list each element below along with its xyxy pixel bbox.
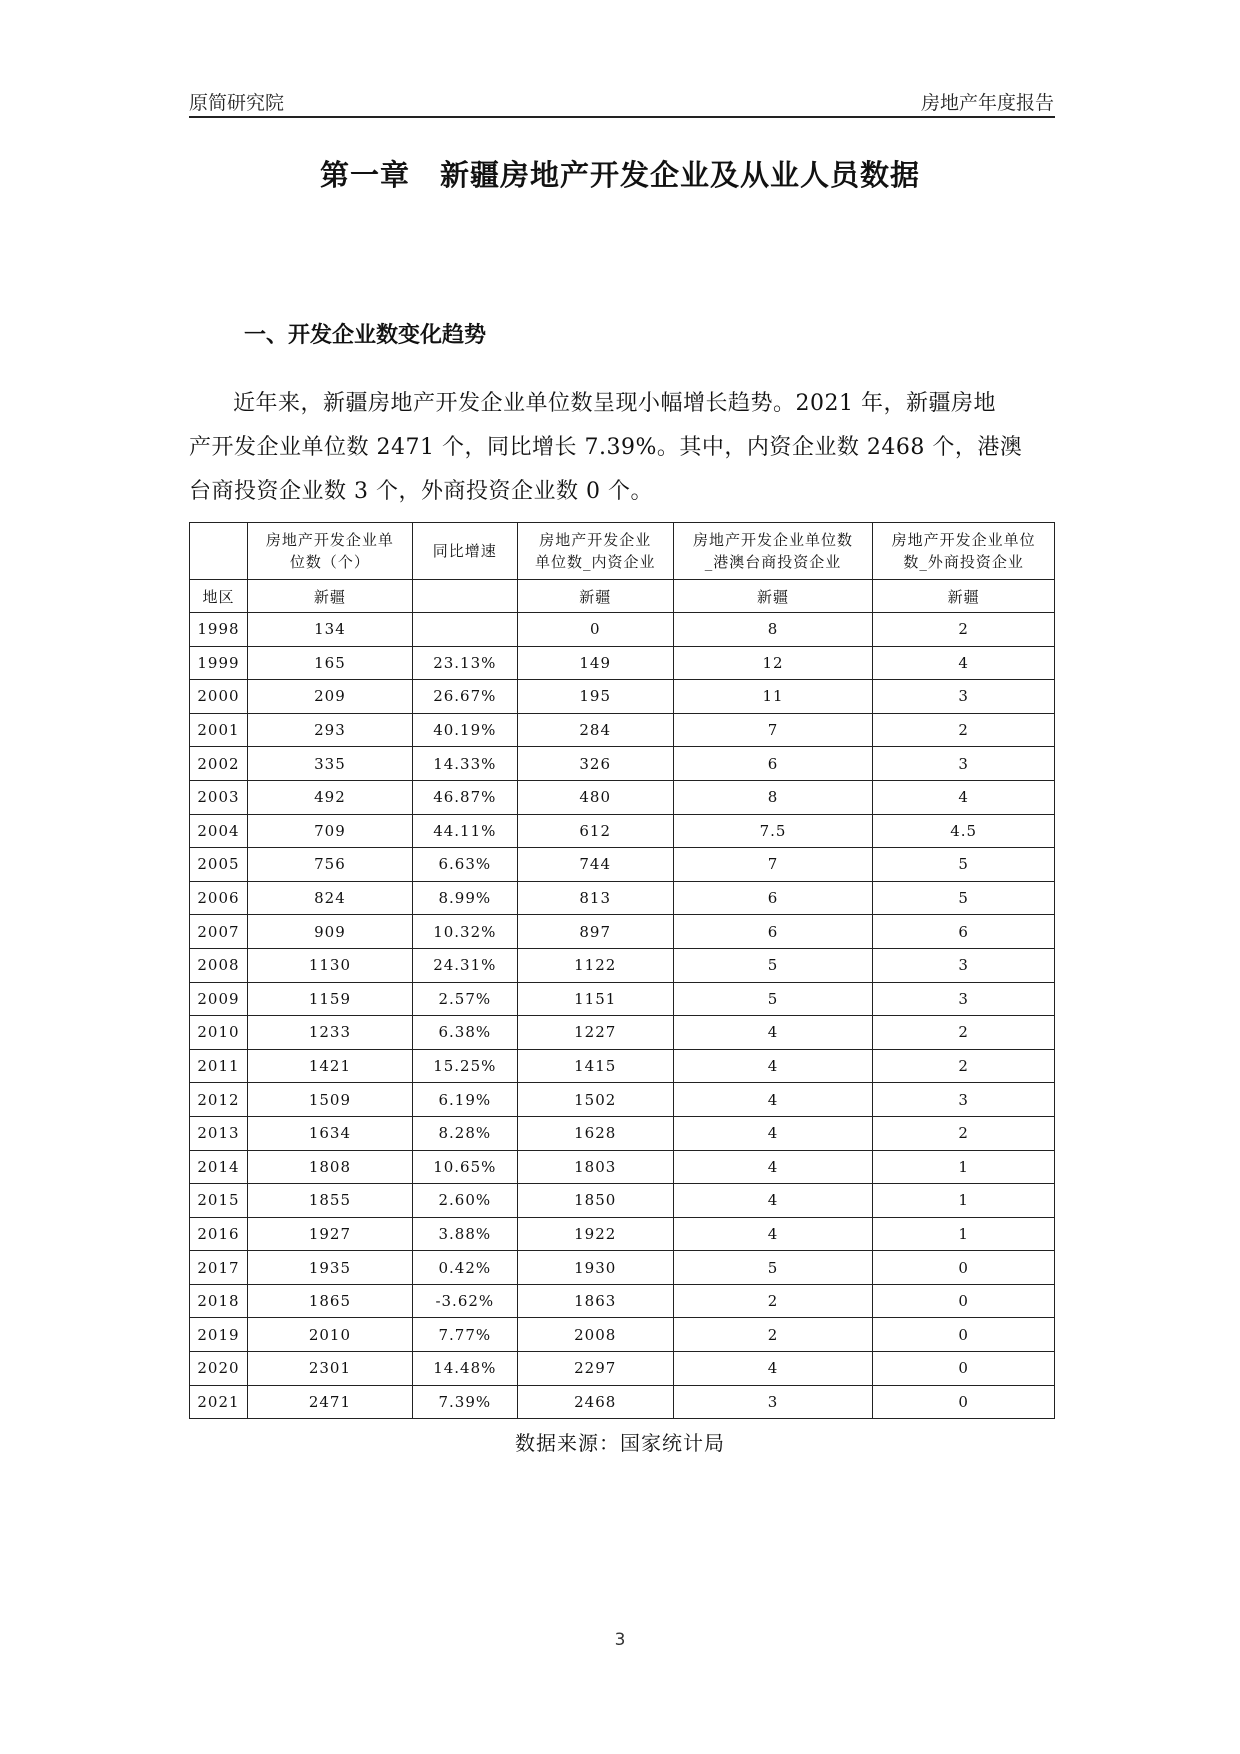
table-cell: 7.77% [412,1318,517,1352]
table-cell: 1850 [517,1184,673,1218]
table-row [190,982,1055,1016]
table-row [190,948,1055,982]
table-cell: 2021 [190,1385,248,1419]
table-row [190,1083,1055,1117]
table-cell: 7.5 [673,814,873,848]
table-cell: 4 [673,1083,873,1117]
table-row [190,1217,1055,1251]
column-header [412,523,517,580]
table-cell: 4 [673,1150,873,1184]
table-cell: 6.63% [412,848,517,882]
column-header [190,523,248,580]
table-cell: 23.13% [412,646,517,680]
region-cell: 地区 [190,580,248,613]
table-cell: 5 [673,982,873,1016]
table-row [190,613,1055,647]
table-row [190,915,1055,949]
table-cell: 909 [247,915,412,949]
table-cell: 2008 [517,1318,673,1352]
table-cell: 2301 [247,1352,412,1386]
table-cell: 2008 [190,948,248,982]
column-header-line: 位数（个） [289,553,370,571]
table-cell: 897 [517,915,673,949]
page-number: 3 [614,1630,626,1650]
header-org-name: 原简研究院 [189,92,285,114]
region-cell: 新疆 [873,580,1055,613]
table-cell: 4 [673,1049,873,1083]
table-cell: 3.88% [412,1217,517,1251]
column-header-line: 单位数_内资企业 [534,553,656,571]
table-cell: 2002 [190,747,248,781]
table-cell: 8.28% [412,1116,517,1150]
table-cell: 0 [873,1385,1055,1419]
table-row [190,881,1055,915]
table-cell: -3.62% [412,1284,517,1318]
table-cell: 1151 [517,982,673,1016]
table-row [190,1318,1055,1352]
column-header-line: 房地产开发企业单 [265,531,394,549]
table-cell: 1935 [247,1251,412,1285]
table-row [190,1352,1055,1386]
table-cell: 2 [873,1049,1055,1083]
table-cell: 612 [517,814,673,848]
table-cell: 5 [873,881,1055,915]
table-cell: 8 [673,780,873,814]
table-cell [412,613,517,647]
table-cell: 3 [873,680,1055,714]
region-cell [412,580,517,613]
table-cell: 1159 [247,982,412,1016]
table-cell: 12 [673,646,873,680]
table-cell: 2 [673,1318,873,1352]
table-row [190,1284,1055,1318]
table-row [190,747,1055,781]
table-cell: 5 [873,848,1055,882]
table-cell: 2001 [190,713,248,747]
table-cell: 14.48% [412,1352,517,1386]
table-cell: 6 [673,747,873,781]
table-row [190,1184,1055,1218]
table-cell: 7 [673,713,873,747]
table-row [190,1116,1055,1150]
table-cell: 2 [673,1284,873,1318]
table-cell: 1 [873,1184,1055,1218]
table-row [190,713,1055,747]
table-row [190,780,1055,814]
table-cell: 149 [517,646,673,680]
table-cell: 1855 [247,1184,412,1218]
table-row [190,1385,1055,1419]
table-cell: 209 [247,680,412,714]
table-cell: 2006 [190,881,248,915]
region-cell: 新疆 [247,580,412,613]
table-cell: 709 [247,814,412,848]
table-cell: 1634 [247,1116,412,1150]
table-cell: 4 [673,1116,873,1150]
table-cell: 6.19% [412,1083,517,1117]
table-cell: 0 [873,1352,1055,1386]
table-cell: 2013 [190,1116,248,1150]
table-cell: 2016 [190,1217,248,1251]
table-header [190,523,1055,613]
table-cell: 5 [673,1251,873,1285]
table-cell: 480 [517,780,673,814]
table-cell: 1808 [247,1150,412,1184]
table-cell: 2.57% [412,982,517,1016]
table-cell: 4 [673,1184,873,1218]
column-header-line: 数_外商投资企业 [903,553,1024,571]
table-cell: 3 [873,948,1055,982]
table-cell: 3 [873,1083,1055,1117]
table-cell: 10.32% [412,915,517,949]
table-cell: 4 [673,1217,873,1251]
table-cell: 2 [873,1016,1055,1050]
column-header [673,523,873,580]
table-cell: 165 [247,646,412,680]
table-cell: 1421 [247,1049,412,1083]
table-row [190,1150,1055,1184]
table-body [190,613,1055,1419]
header-divider [189,116,1055,118]
table-cell: 1930 [517,1251,673,1285]
table-cell: 7.39% [412,1385,517,1419]
table-cell: 2003 [190,780,248,814]
table-cell: 326 [517,747,673,781]
chapter-heading [0,153,1240,194]
column-header-line: 房地产开发企业 [539,531,652,549]
table-cell: 2012 [190,1083,248,1117]
region-cell: 新疆 [517,580,673,613]
table-cell: 2010 [190,1016,248,1050]
table-cell: 8.99% [412,881,517,915]
column-header [517,523,673,580]
body-paragraph [189,382,1055,514]
table-cell: 1122 [517,948,673,982]
chapter-title: 新疆房地产开发企业及从业人员数据 [440,158,921,192]
table-cell: 1502 [517,1083,673,1117]
table-row [190,680,1055,714]
table-cell: 284 [517,713,673,747]
table-cell: 6 [873,915,1055,949]
table-cell: 2017 [190,1251,248,1285]
table-cell: 14.33% [412,747,517,781]
table-cell: 134 [247,613,412,647]
table-cell: 1922 [517,1217,673,1251]
table-cell: 1628 [517,1116,673,1150]
table-row [190,814,1055,848]
column-header-line: 房地产开发企业单位数 [692,531,853,549]
table-cell: 824 [247,881,412,915]
table-cell: 2004 [190,814,248,848]
table-cell: 0.42% [412,1251,517,1285]
paragraph-line: 近年来，新疆房地产开发企业单位数呈现小幅增长趋势。2021 年，新疆房地 [233,391,996,416]
chapter-number: 第一章 [319,158,410,192]
table-cell: 44.11% [412,814,517,848]
region-row [190,580,1055,613]
table-cell: 2468 [517,1385,673,1419]
table-cell: 813 [517,881,673,915]
table-cell: 2019 [190,1318,248,1352]
table-cell: 1233 [247,1016,412,1050]
table-cell: 1803 [517,1150,673,1184]
paragraph-line: 台商投资企业数 3 个，外商投资企业数 0 个。 [189,479,653,504]
table-cell: 15.25% [412,1049,517,1083]
table-cell: 1927 [247,1217,412,1251]
table-cell: 0 [517,613,673,647]
table-cell: 4 [673,1016,873,1050]
table-cell: 2010 [247,1318,412,1352]
table-cell: 2 [873,713,1055,747]
table-cell: 2009 [190,982,248,1016]
table-cell: 3 [873,747,1055,781]
table-cell: 6 [673,915,873,949]
table-cell: 4.5 [873,814,1055,848]
table-cell: 1 [873,1150,1055,1184]
table-cell: 1509 [247,1083,412,1117]
table-cell: 1 [873,1217,1055,1251]
table-row [190,1251,1055,1285]
table-cell: 10.65% [412,1150,517,1184]
table-cell: 335 [247,747,412,781]
table-cell: 2.60% [412,1184,517,1218]
table-cell: 3 [873,982,1055,1016]
table-cell: 2014 [190,1150,248,1184]
data-source-note: 数据来源：国家统计局 [515,1431,725,1455]
table-cell: 2011 [190,1049,248,1083]
table-cell: 3 [673,1385,873,1419]
table-cell: 492 [247,780,412,814]
table-cell: 6 [673,881,873,915]
table-cell: 744 [517,848,673,882]
table-row [190,1016,1055,1050]
column-header [247,523,412,580]
table-cell: 11 [673,680,873,714]
table-cell: 0 [873,1284,1055,1318]
table-cell: 46.87% [412,780,517,814]
table-row [190,646,1055,680]
column-header [873,523,1055,580]
table-row [190,848,1055,882]
table-cell: 7 [673,848,873,882]
table-cell: 756 [247,848,412,882]
table-cell: 1130 [247,948,412,982]
table-cell: 0 [873,1318,1055,1352]
table-cell: 6.38% [412,1016,517,1050]
table-cell: 24.31% [412,948,517,982]
table-cell: 5 [673,948,873,982]
header-report-title: 房地产年度报告 [920,92,1054,114]
table-cell: 2005 [190,848,248,882]
table-cell: 40.19% [412,713,517,747]
table-cell: 1999 [190,646,248,680]
table-cell: 2 [873,1116,1055,1150]
table-cell: 4 [873,646,1055,680]
table-cell: 2015 [190,1184,248,1218]
header-row [190,523,1055,580]
table-row [190,1049,1055,1083]
column-header-line: 同比增速 [432,542,497,560]
table-cell: 0 [873,1251,1055,1285]
table-cell: 2020 [190,1352,248,1386]
paragraph-line: 产开发企业单位数 2471 个，同比增长 7.39%。其中，内资企业数 2468 个，港澳 [189,435,1023,460]
table-cell: 293 [247,713,412,747]
column-header-line: _港澳台商投资企业 [704,553,842,571]
enterprise-count-table [189,522,1055,1419]
section-heading: 一、开发企业数变化趋势 [244,323,487,348]
table-cell: 1415 [517,1049,673,1083]
table-cell: 2018 [190,1284,248,1318]
region-cell: 新疆 [673,580,873,613]
table-cell: 1863 [517,1284,673,1318]
table-cell: 1227 [517,1016,673,1050]
table-cell: 2 [873,613,1055,647]
table-cell: 8 [673,613,873,647]
table-cell: 2007 [190,915,248,949]
table-cell: 2297 [517,1352,673,1386]
column-header-line: 房地产开发企业单位 [891,531,1036,549]
table-cell: 1865 [247,1284,412,1318]
table-cell: 2000 [190,680,248,714]
table-cell: 4 [873,780,1055,814]
table-cell: 195 [517,680,673,714]
table-cell: 2471 [247,1385,412,1419]
table-cell: 26.67% [412,680,517,714]
table-cell: 1998 [190,613,248,647]
table-cell: 4 [673,1352,873,1386]
